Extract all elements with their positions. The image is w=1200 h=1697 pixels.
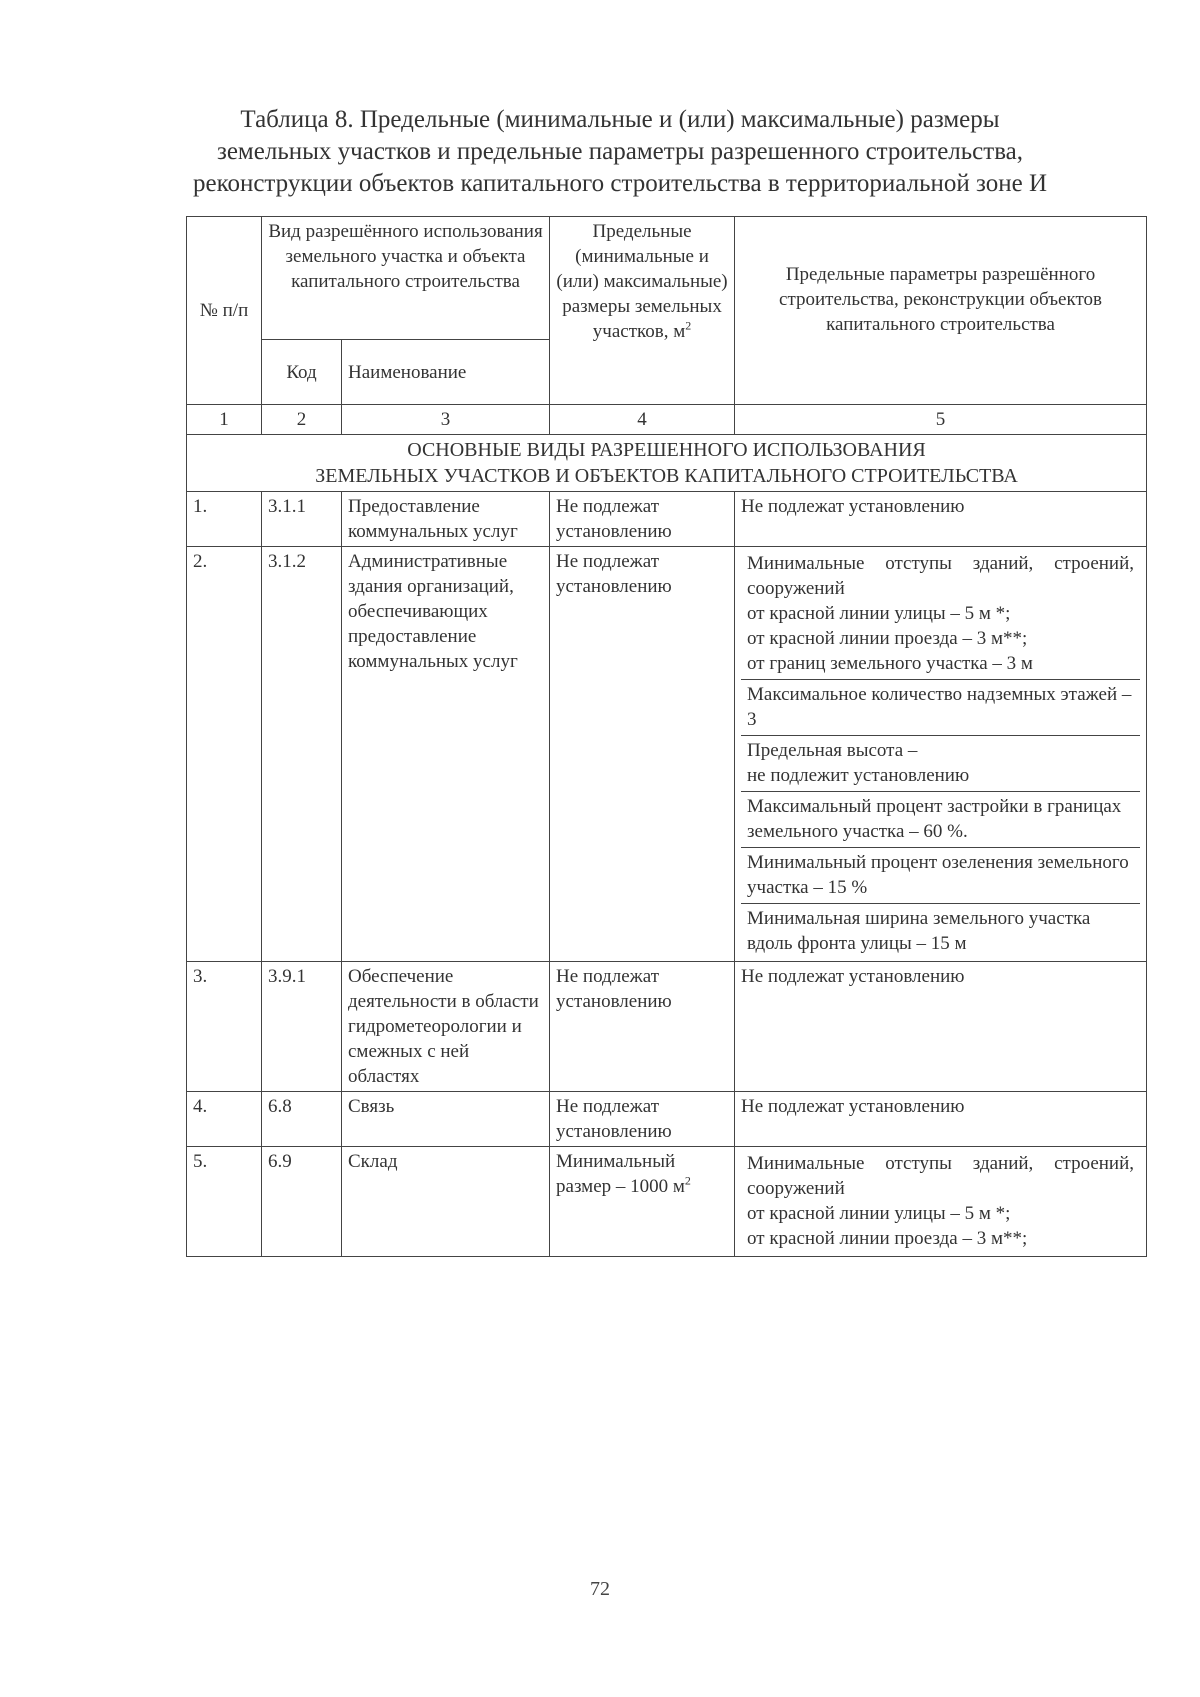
column-numbers-row	[187, 405, 1147, 435]
row-code: 6.8	[262, 1092, 342, 1147]
row-code: 3.1.1	[262, 492, 342, 547]
row-num: 3.	[187, 962, 262, 1092]
row-params: Не подлежат установлению	[735, 962, 1147, 1092]
row-size-text: Минимальный размер – 1000 м	[556, 1151, 685, 1197]
row-code: 3.9.1	[262, 962, 342, 1092]
row-size: Не подлежат установлению	[550, 962, 735, 1092]
param-line: Предельная высота –	[747, 740, 918, 761]
page-number: 72	[590, 1578, 610, 1600]
param-line: от красной линии улицы – 5 м *;	[747, 1203, 1011, 1224]
col-number-3: 3	[342, 405, 550, 435]
header-vid: Вид разрешённого использования земельного участка и объекта капитального строительства	[262, 217, 550, 340]
header-sizes-text: Предельные (минимальные и (или) максимальные) размеры земельных участков, м	[556, 221, 728, 342]
table-row	[187, 962, 1147, 1092]
param-block-width	[741, 904, 1140, 959]
row-num: 1.	[187, 492, 262, 547]
table-row	[187, 492, 1147, 547]
table-title	[180, 104, 1060, 200]
param-block-setbacks	[741, 549, 1140, 680]
param-line: от границ земельного участка – 3 м	[747, 653, 1033, 674]
header-sizes-sup: 2	[685, 318, 692, 333]
row-params: Не подлежат установлению	[735, 1092, 1147, 1147]
title-line-1: Таблица 8. Предельные (минимальные и (или) максимальные) размеры	[240, 106, 1000, 133]
col-number-4: 4	[550, 405, 735, 435]
row-num: 2.	[187, 547, 262, 962]
row-name: Склад	[342, 1147, 550, 1257]
row-code: 6.9	[262, 1147, 342, 1257]
row-name: Связь	[342, 1092, 550, 1147]
table-row	[187, 1147, 1147, 1257]
row-size: Не подлежат установлению	[550, 492, 735, 547]
param-line: Максимальное количество надземных этажей – 3	[747, 684, 1132, 730]
param-line: Минимальные отступы зданий, строений, сооружений	[747, 553, 1135, 599]
section-heading	[187, 435, 1147, 492]
col-number-1: 1	[187, 405, 262, 435]
param-line: Максимальный процент застройки в границах земельного участка – 60 %.	[747, 796, 1122, 842]
header-num: № п/п	[187, 217, 262, 405]
table-row	[187, 1092, 1147, 1147]
header-params: Предельные параметры разрешённого строительства, реконструкции объектов капитального строительства	[735, 217, 1147, 405]
section-row	[187, 435, 1147, 492]
param-block-height	[741, 736, 1140, 792]
row-code: 3.1.2	[262, 547, 342, 962]
row-params	[735, 1147, 1147, 1257]
title-line-3: реконструкции объектов капитального строительства в территориальной зоне И	[192, 170, 1048, 197]
param-line: от красной линии проезда – 3 м**;	[747, 628, 1028, 649]
param-line: от красной линии улицы – 5 м *;	[747, 603, 1011, 624]
row-size: Не подлежат установлению	[550, 1092, 735, 1147]
row-name: Предоставление коммунальных услуг	[342, 492, 550, 547]
limits-table	[186, 216, 1147, 1257]
param-block-greenery	[741, 848, 1140, 904]
param-block-setbacks	[741, 1149, 1140, 1254]
param-line: от красной линии проезда – 3 м**;	[747, 1228, 1028, 1249]
row-size-sup: 2	[684, 1173, 691, 1188]
param-line: Минимальные отступы зданий, строений, сооружений	[747, 1153, 1135, 1199]
row-num: 5.	[187, 1147, 262, 1257]
param-line: Минимальный процент озеленения земельного участка – 15 %	[747, 852, 1129, 898]
header-row-1	[187, 217, 1147, 340]
param-line: не подлежит установлению	[747, 765, 970, 786]
param-block-coverage	[741, 792, 1140, 848]
table-row	[187, 547, 1147, 962]
row-name: Обеспечение деятельности в области гидрометеорологии и смежных с ней областях	[342, 962, 550, 1092]
row-size: Не подлежат установлению	[550, 547, 735, 962]
section-line-1: ОСНОВНЫЕ ВИДЫ РАЗРЕШЕННОГО ИСПОЛЬЗОВАНИЯ	[407, 439, 926, 461]
header-kod: Код	[262, 340, 342, 405]
col-number-2: 2	[262, 405, 342, 435]
row-params: Не подлежат установлению	[735, 492, 1147, 547]
row-size	[550, 1147, 735, 1257]
param-block-floors	[741, 680, 1140, 736]
header-name: Наименование	[342, 340, 550, 405]
row-name: Административные здания организаций, обеспечивающих предоставление коммунальных услуг	[342, 547, 550, 962]
title-line-2: земельных участков и предельные параметры разрешенного строительства,	[216, 138, 1024, 165]
section-line-2: ЗЕМЕЛЬНЫХ УЧАСТКОВ И ОБЪЕКТОВ КАПИТАЛЬНОГО СТРОИТЕЛЬСТВА	[315, 465, 1018, 487]
param-line: Минимальная ширина земельного участка вдоль фронта улицы – 15 м	[747, 908, 1091, 954]
header-sizes	[550, 217, 735, 405]
col-number-5: 5	[735, 405, 1147, 435]
row-params	[735, 547, 1147, 962]
row-num: 4.	[187, 1092, 262, 1147]
